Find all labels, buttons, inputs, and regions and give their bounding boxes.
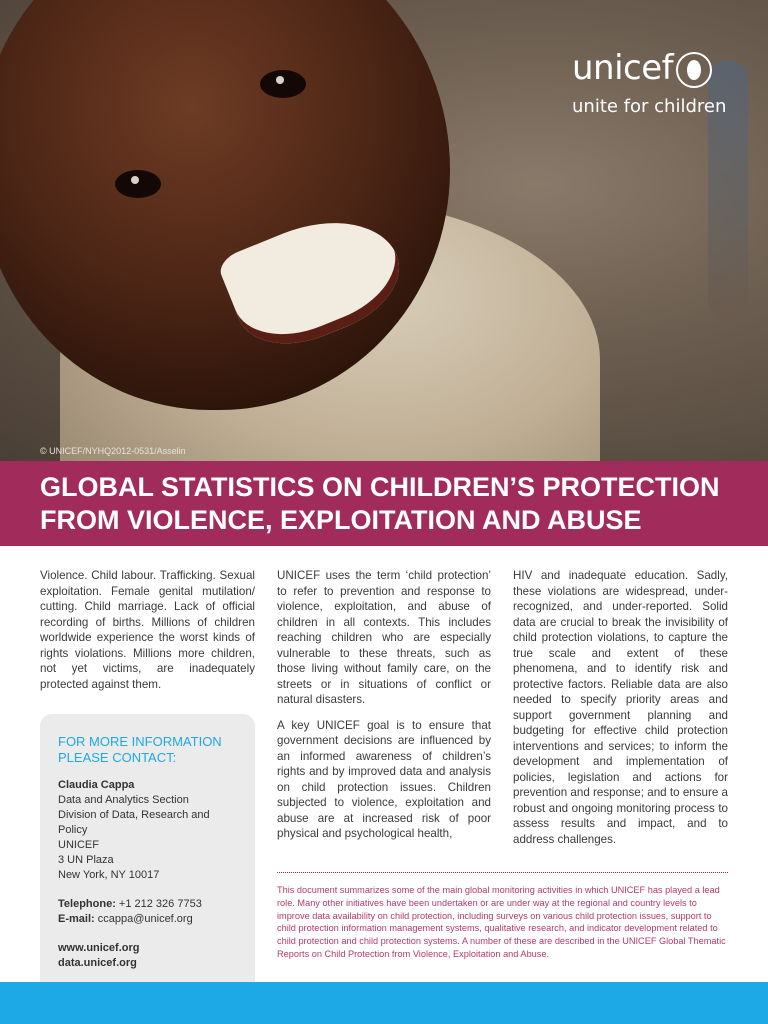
title-band [0,461,768,546]
summary-note: This document summarizes some of the main global monitoring activities in which UNICEF has played a lead role. Many other initiatives have been undertaken or are under way at the regional and country levels to improve data availability on child protection, including surveys on various child protection issues, support to child protection information management systems, qualitative research, and indicator development related to child protection and child protection systems. A number of these are described in the UNICEF Global Thematic Reports on Child Protection from Violence, Exploitation and Abuse. [277,885,726,959]
unicef-goal-paragraph: A key UNICEF goal is to ensure that government decisions are influenced by an informed awareness of children’s rights and by improved data and analysis on child protection issues. Children subjected to violence, exploitation and abuse are at increased risk of poor physical and psychological health, [277,718,491,840]
contact-heading-line-1: FOR MORE INFORMATION [58,734,222,749]
child-protection-paragraph: UNICEF uses the term ‘child protection’ to refer to prevention and response to violence, exploitation, and abuse of children in all contexts. This includes reaching children who are especially vulnerable to these threats, such as those living without family care, on the streets or in situations of conflict or natural disasters. [277,569,491,706]
logo-wordmark: unicef [572,48,674,88]
title-line-2: FROM VIOLENCE, EXPLOITATION AND ABUSE [40,505,642,535]
footer-bar [0,982,768,1024]
photo-eye-left [115,170,161,198]
contact-box [40,714,255,986]
website-link-data[interactable]: data.unicef.org [58,957,137,969]
contact-heading [58,734,237,766]
email-label: E-mail: [58,913,95,925]
intro-paragraph: Violence. Child labour. Trafficking. Sexual exploitation. Female genital mutilation/ cutting. Child marriage. Lack of official recording of births. Millions of children worldwide experience the worst kinds of rights violations. Millions more children, not yet victims, are inadequately protected against them. [40,569,255,691]
unicef-logo [572,48,673,88]
tagline: unite for children [572,96,727,117]
telephone-value[interactable]: +1 212 326 7753 [118,898,202,910]
website-link-unicef[interactable]: www.unicef.org [58,942,140,954]
address-line: UNICEF [58,839,99,851]
contact-address-block [58,778,237,883]
address-line: Data and Analytics Section [58,794,189,806]
email-link[interactable]: ccappa@unicef.org [97,913,193,925]
column-1 [40,568,255,702]
address-line: Division of Data, Research and Policy [58,809,210,836]
photo-credit: © UNICEF/NYHQ2012-0531/Asselin [40,446,186,456]
page-title [40,471,740,537]
address-line: New York, NY 10017 [58,869,160,881]
address-line: 3 UN Plaza [58,854,114,866]
dotted-divider [277,872,728,873]
contact-websites [58,941,237,971]
data-importance-paragraph: HIV and inadequate education. Sadly, these violations are widespread, under-recognized, and under-reported. Solid data are crucial to break the invisibility of child protection violations, to capture the true scale and extent of these phenomena, and to identify risk and protective factors. Reliable data are also needed to specify priority areas and support government planning and budgeting for effective child protection interventions and services; to inform the development and implementation of policies, legislation and actions for prevention and response; and to ensure a robust and ongoing monitoring process to assess results and impact, and to address challenges. [513,569,728,846]
title-line-1: GLOBAL STATISTICS ON CHILDREN’S PROTECTION [40,472,720,502]
contact-phone-email [58,897,237,927]
contact-heading-line-2: PLEASE CONTACT: [58,750,177,765]
column-3 [513,568,728,857]
telephone-label: Telephone: [58,898,116,910]
column-2 [277,568,491,852]
contact-name: Claudia Cappa [58,779,135,791]
unicef-emblem-icon [676,52,712,88]
photo-eye-right [260,70,306,98]
